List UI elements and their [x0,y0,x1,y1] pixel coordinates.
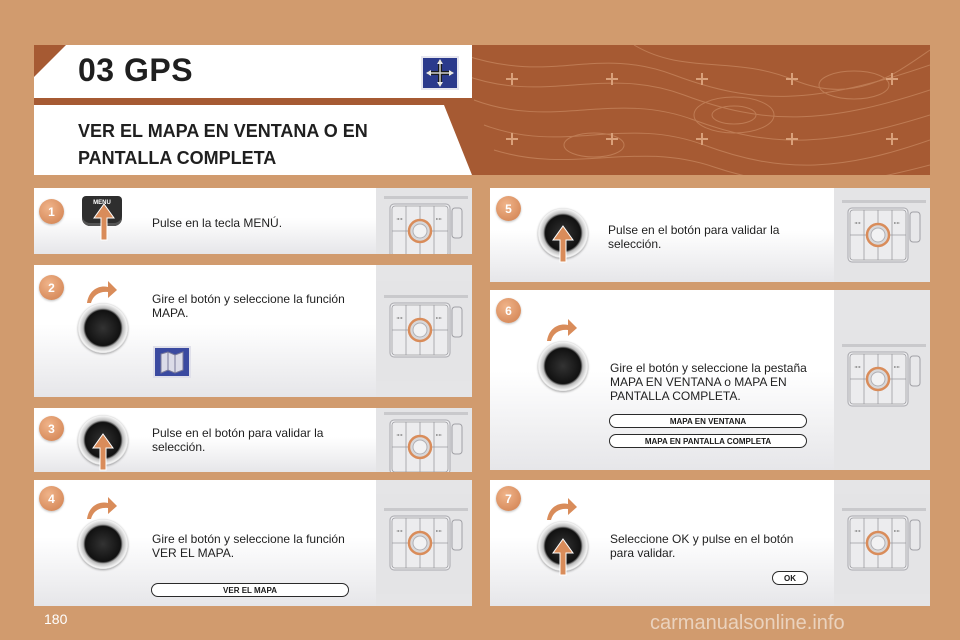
step-card-1 [34,188,472,254]
rotate-arrow-icon [544,496,578,522]
step-card-6 [490,290,930,470]
step-number-badge: 6 [496,298,521,323]
step-text: Gire el botón y seleccione la función VER EL MAPA. [152,532,345,560]
option-ver-el-mapa[interactable]: VER EL MAPA [151,583,349,597]
rotate-arrow-icon [84,279,118,305]
press-arrow-icon [92,202,116,242]
step-number-badge: 3 [39,416,64,441]
console-panel [376,265,472,397]
step-number-badge: 7 [496,486,521,511]
console-panel [376,408,472,472]
step-card-2 [34,265,472,397]
step-text: Pulse en el botón para validar la selección. [608,223,780,251]
press-arrow-icon [551,537,575,577]
gps-crossroads-icon [421,56,459,90]
step-card-7 [490,480,930,606]
console-panel [376,480,472,606]
console-panel [834,290,930,470]
step-card-4 [34,480,472,606]
option-mapa-en-pantalla-completa[interactable]: MAPA EN PANTALLA COMPLETA [609,434,807,448]
console-panel [834,480,930,606]
step-text: Gire el botón y seleccione la pestaña MAPA EN VENTANA o MAPA EN PANTALLA COMPLETA. [610,361,807,403]
step-text: Gire el botón y seleccione la función MAPA. [152,292,345,320]
step-text: Pulse en el botón para validar la selección. [152,426,324,454]
rotary-knob [78,519,128,569]
step-card-5 [490,188,930,282]
step-text: Seleccione OK y pulse en el botón para validar. [610,532,794,560]
step-number-badge: 4 [39,486,64,511]
rotate-arrow-icon [84,495,118,521]
rotate-arrow-icon [544,317,578,343]
rotary-knob [78,303,128,353]
chapter-title: 03 GPS [78,52,194,88]
console-panel [376,188,472,254]
section-title [78,118,438,172]
console-panel [834,188,930,282]
step-number-badge: 1 [39,199,64,224]
press-arrow-icon [91,432,115,472]
step-card-3 [34,408,472,472]
watermark: carmanualsonline.info [650,612,845,634]
page-number: 180 [44,611,68,627]
rotary-knob [538,341,588,391]
step-number-badge: 5 [496,196,521,221]
step-text: Pulse en la tecla MENÚ. [152,216,283,230]
menu-key: MENU [82,196,122,226]
section-title-line1: VER EL MAPA EN VENTANA O EN [78,121,368,141]
option-ok[interactable]: OK [772,571,808,585]
option-mapa-en-ventana[interactable]: MAPA EN VENTANA [609,414,807,428]
press-arrow-icon [551,224,575,264]
map-icon [153,346,191,378]
section-title-line2: PANTALLA COMPLETA [78,148,277,168]
step-number-badge: 2 [39,275,64,300]
